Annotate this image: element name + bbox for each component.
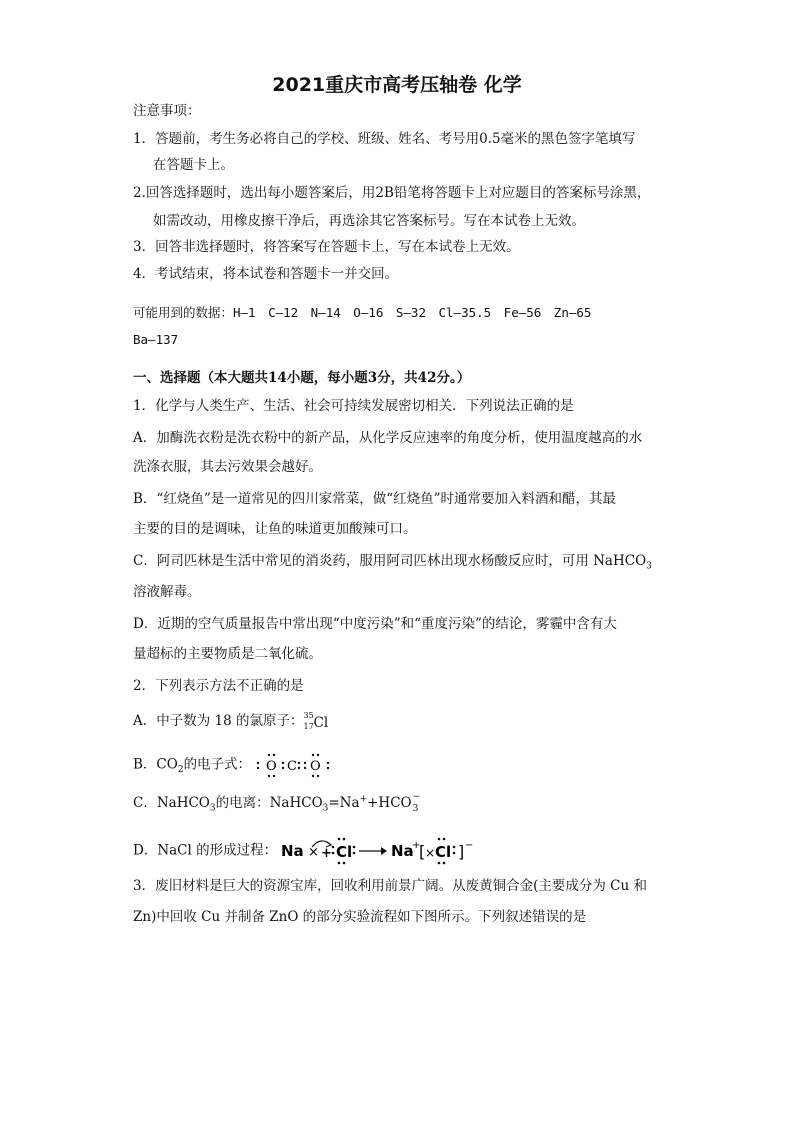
chlorine-nuclide-symbol <box>303 710 329 732</box>
q3-stem-line1: 3．废旧材料是巨大的资源宝库，回收利用前景广阔。从废黄铜合金(主要成分为 Cu 和 <box>133 878 647 894</box>
formation-plus-sign: + <box>321 846 333 861</box>
co2-oxygen-1: O <box>266 759 278 774</box>
formation-na-atom: Na <box>281 842 305 860</box>
atomic-masses-line2: Ba—137 <box>133 332 179 347</box>
atomic-masses-line1: 可能用到的数据：H—1 C—12 N—14 O—16 S—32 Cl—35.5 Fe—56 Zn—65 <box>133 305 592 320</box>
q1-option-c-subscript: 3 <box>646 561 652 572</box>
nuclide-mass-number: 35 <box>303 710 314 720</box>
formation-cl-ion: Cl <box>435 843 452 861</box>
q1-option-d-line1: D．近期的空气质量报告中常出现“中度污染”和“重度污染”的结论，雾霾中含有大 <box>133 616 617 632</box>
q2-option-c-sub1: 3 <box>209 803 216 814</box>
nuclide-element: Cl <box>313 714 329 731</box>
q2-option-c-hco: +HCO <box>367 795 412 811</box>
co2-carbon: C <box>287 759 298 774</box>
q2-option-d-text: D．NaCl 的形成过程： <box>133 842 278 859</box>
q2-option-c <box>133 793 420 814</box>
q2-option-c-text: C．NaHCO <box>133 795 210 811</box>
q2-option-d <box>133 836 481 866</box>
q1-option-b-line1: B．“红烧鱼”是一道常见的四川家常菜，做“红烧鱼”时通常要加入料酒和醋，其最 <box>133 491 617 507</box>
notice-item-4: 4．考试结束，将本试卷和答题卡一并交回。 <box>133 266 399 282</box>
page-title: 2021重庆市高考压轴卷 化学 <box>272 74 522 96</box>
hco3-ion-scripts <box>412 791 421 814</box>
q2-option-a <box>133 710 329 732</box>
q2-option-c-sub2: 3 <box>322 803 329 814</box>
cl-ion-charge: − <box>465 840 474 851</box>
notice-item-2-cont: 如需改动，用橡皮擦干净后，再选涂其它答案标号。写在本试卷上无效。 <box>153 213 585 229</box>
notice-item-1-cont: 在答题卡上。 <box>153 157 234 173</box>
q1-stem: 1．化学与人类生产、生活、社会可持续发展密切相关．下列说法正确的是 <box>133 398 574 414</box>
formation-na-ion: Na <box>391 842 415 860</box>
nuclide-atomic-number: 17 <box>303 721 314 731</box>
q2-stem: 2．下列表示方法不正确的是 <box>133 678 304 694</box>
na-electron-cross: × <box>308 845 320 860</box>
q2-option-b-subscript: 2 <box>177 765 184 776</box>
notice-item-3: 3．回答非选择题时，将答案写在答题卡上，写在本试卷上无效。 <box>133 239 520 255</box>
transferred-electron-cross: × <box>425 846 436 860</box>
na-ion-charge: + <box>412 840 421 851</box>
notice-heading: 注意事项： <box>133 103 201 119</box>
q2-option-b-text2: 的电子式： <box>183 756 252 773</box>
q2-option-c-text2: 的电离：NaHCO <box>215 795 323 811</box>
co2-oxygen-2: O <box>310 759 322 774</box>
q1-option-a-line1: A．加酶洗衣粉是洗衣粉中的新产品，从化学反应速率的角度分析，使用温度越高的水 <box>133 430 643 446</box>
q3-stem-line2: Zn)中回收 Cu 并制备 ZnO 的部分实验流程如下图所示。下列叙述错误的是 <box>133 909 587 925</box>
q1-option-c-text: C．阿司匹林是生活中常见的消炎药，服用阿司匹林出现水杨酸反应时，可用 NaHCO <box>133 553 647 569</box>
notice-item-1: 1．答题前，考生务必将自己的学校、班级、姓名、考号用0.5毫米的黑色签字笔填写 <box>133 131 636 147</box>
q1-option-c-line2: 溶液解毒。 <box>133 584 201 600</box>
q1-option-b-line2: 主要的目的是调味，让鱼的味道更加酸辣可口。 <box>133 521 417 537</box>
q1-option-d-line2: 量超标的主要物质是二氧化硫。 <box>133 646 322 662</box>
hco3-charge: − <box>412 791 421 802</box>
bracket-left: [ <box>419 842 426 861</box>
notice-item-2: 2.回答选择题时，选出每小题答案后，用2B铅笔将答题卡上对应题目的答案标号涂黑， <box>133 185 651 201</box>
nacl-formation-diagram <box>281 836 481 866</box>
q2-option-b-text: B．CO <box>133 756 178 773</box>
q2-option-b <box>133 752 335 778</box>
q2-option-c-eq: =Na <box>328 795 360 811</box>
hco3-subscript: 3 <box>412 803 419 814</box>
co2-electron-formula <box>255 752 335 778</box>
bracket-right: ] <box>458 842 465 861</box>
reaction-arrow-head <box>381 847 387 855</box>
formation-cl-atom: Cl <box>336 843 353 861</box>
q1-option-c-line1 <box>133 551 652 571</box>
section-heading: 一、选择题（本大题共14小题，每小题3分，共42分。） <box>133 370 471 386</box>
q2-option-c-na-charge: + <box>359 794 368 805</box>
q1-option-a-line2: 洗涤衣服，其去污效果会越好。 <box>133 459 322 475</box>
q2-option-a-text: A．中子数为 18 的氯原子： <box>133 713 304 729</box>
